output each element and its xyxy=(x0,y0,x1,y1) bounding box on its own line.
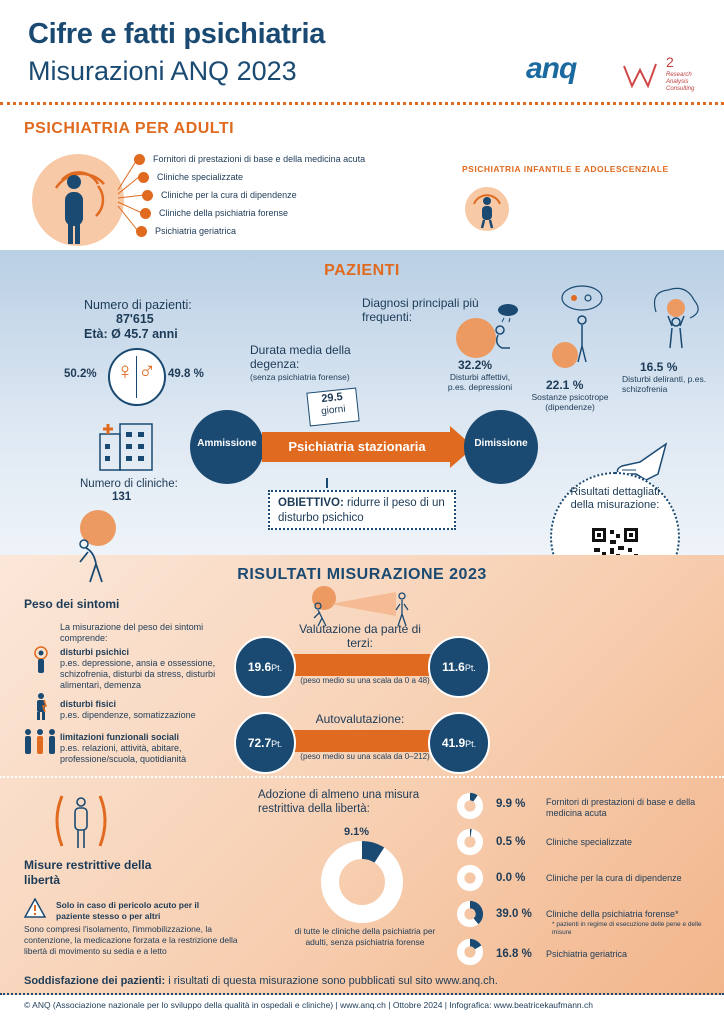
type-pct: 9.9 % xyxy=(496,798,526,810)
type-label: Cliniche per la cura di dipendenze xyxy=(546,873,682,883)
divider-dots xyxy=(0,993,724,995)
admission-circle xyxy=(190,410,264,484)
type-pct: 39.0 % xyxy=(496,908,532,920)
patient-count-value: 87'615 xyxy=(116,312,154,326)
depressed-person-icon xyxy=(484,300,524,356)
list-item xyxy=(456,788,716,824)
list-item xyxy=(456,824,716,860)
divider-dots xyxy=(0,776,724,778)
diagnoses-title: Diagnosi principali più frequenti: xyxy=(362,296,479,324)
gender-circle xyxy=(108,348,166,406)
list-item: Cliniche specializzate xyxy=(138,168,454,186)
stay-value: 29.5 xyxy=(320,390,344,406)
restraint-by-type-list xyxy=(456,788,716,970)
delusion-person-icon xyxy=(646,282,706,352)
restrained-person-icon xyxy=(48,790,114,852)
children-section-title: PSICHIATRIA INFANTILE E ADOLESCENZIALE xyxy=(462,164,669,174)
clinics-label: Numero di cliniche: xyxy=(80,478,178,490)
symptom-group: disturbi psichici p.es. depressione, ansia e ossessione, schizofrenia, disturbi da stress, disturbi alimentari, demenza xyxy=(60,647,216,690)
inpatient-arrow: Psichiatria stazionaria xyxy=(262,432,452,462)
list-item xyxy=(456,860,716,896)
goal-box xyxy=(268,490,456,530)
list-item xyxy=(456,936,716,970)
male-symbol-icon: ♂ xyxy=(138,358,156,385)
third-party-label: Valutazione da parte di terzi: xyxy=(299,622,421,650)
adults-list xyxy=(134,150,454,240)
donut-arc xyxy=(362,850,379,855)
results-section-title: RISULTATI MISURAZIONE 2023 xyxy=(237,566,487,583)
overall-pct: 9.1% xyxy=(344,826,370,838)
forensic-note: * pazienti in regime di esecuzione delle pene e delle misure xyxy=(552,921,702,936)
list-item: Fornitori di prestazioni di base e della medicina acuta xyxy=(134,150,454,168)
diagnosis-label: Sostanze psicotrope (dipendenze) xyxy=(531,392,609,412)
list-item: Cliniche della psichiatria forense xyxy=(140,204,454,222)
male-pct: 49.8 % xyxy=(168,368,204,380)
list-item xyxy=(456,896,716,936)
stay-unit: giorni xyxy=(320,403,347,418)
symptom-group: limitazioni funzionali sociali p.es. relazioni, attività, abitare, professione/scuola, quotidianità xyxy=(60,732,187,764)
type-donut-chart xyxy=(456,792,484,820)
w2-logo-mark: 2 xyxy=(666,54,674,70)
female-pct: 50.2% xyxy=(64,368,97,380)
child-icon xyxy=(462,184,512,234)
gender-divider xyxy=(136,356,137,398)
type-donut-chart xyxy=(456,828,484,856)
bullet-icon xyxy=(138,172,149,183)
symptom-group: disturbi fisici p.es. dipendenze, somatizzazione xyxy=(60,699,196,720)
diagnosis-pct: 22.1 % xyxy=(546,378,584,392)
discharge-label: Dimissione xyxy=(474,438,528,449)
goal-connector xyxy=(326,478,328,488)
goal-bold: OBIETTIVO: xyxy=(278,497,344,509)
third-party-note: (peso medio su una scala da 0 a 48) xyxy=(300,676,430,685)
adults-section-title: PSICHIATRIA PER ADULTI xyxy=(24,120,235,137)
bullet-icon xyxy=(140,208,151,219)
type-pct: 16.8 % xyxy=(496,948,532,960)
warning-icon xyxy=(24,898,46,918)
footer-credits: © ANQ (Associazione nazionale per lo sviluppo della qualità in ospedali e cliniche) | www.anq.ch | Ottobre 2024 | Infografica: www.beatricekaufmann.ch xyxy=(24,1000,594,1010)
symptoms-intro: La misurazione del peso dei sintomi comprende: xyxy=(60,622,204,643)
diagnosis-pct: 16.5 % xyxy=(640,360,678,374)
results-box-label: Risultati dettagliati della misurazione: xyxy=(570,486,660,511)
diagnosis-label: Disturbi affettivi, p.es. depressioni xyxy=(447,372,513,392)
restraint-warning: Solo in caso di pericolo acuto per il paziente stesso o per altri xyxy=(56,900,200,921)
third-party-start: 19.6Pt. xyxy=(234,636,296,698)
physical-icon xyxy=(32,692,50,720)
restraint-title: Misure restrittive della libertà xyxy=(24,858,152,887)
list-item: Psichiatria geriatrica xyxy=(136,222,454,240)
divider-dots xyxy=(0,102,724,105)
substance-person-icon xyxy=(552,282,612,372)
admission-label: Ammissione xyxy=(197,438,257,449)
discharge-circle xyxy=(464,410,538,484)
psychic-icon xyxy=(32,646,50,674)
patients-section-title: PAZIENTI xyxy=(324,262,400,279)
type-donut-chart xyxy=(456,864,484,892)
diagnosis-pct: 32.2% xyxy=(458,358,493,372)
self-label: Autovalutazione: xyxy=(315,712,405,726)
patient-age: Età: Ø 45.7 anni xyxy=(84,327,178,341)
overall-note: di tutte le cliniche della psichiatria per adulti, senza psichiatria forense xyxy=(294,926,436,947)
restraint-description: Sono compresi l'isolamento, l'immobilizzazione, la contenzione, la medicazione forzata e la restrizione della libertà di movimento su sedia e a letto xyxy=(24,924,238,956)
clinics-value: 131 xyxy=(112,491,132,503)
bullet-icon xyxy=(134,154,145,165)
diagnosis-label: Disturbi deliranti, p.es. schizofrenia xyxy=(622,374,707,394)
overall-donut-chart xyxy=(320,840,404,924)
patient-count-label: Numero di pazienti: xyxy=(84,298,192,312)
type-donut-chart xyxy=(456,938,484,966)
type-label: Fornitori di prestazioni di base e della medicina acuta xyxy=(546,797,696,818)
hospital-icon xyxy=(96,420,156,472)
third-party-end: 11.6Pt. xyxy=(428,636,490,698)
type-pct: 0.5 % xyxy=(496,836,526,848)
type-label: Cliniche specializzate xyxy=(546,837,633,847)
bullet-icon xyxy=(136,226,147,237)
symptoms-title: Peso dei sintomi xyxy=(24,597,120,611)
self-note: (peso medio su una scala da 0–212) xyxy=(300,752,430,761)
social-icon xyxy=(22,728,58,756)
stay-label: Durata media della degenza: xyxy=(250,343,351,371)
stay-note: (senza psichiatria forense) xyxy=(250,372,350,382)
type-label: Psichiatria geriatrica xyxy=(546,949,628,959)
satisfaction-line: Soddisfazione dei pazienti: i risultati di questa misurazione sono pubblicati sul sito www.anq.ch. xyxy=(24,975,498,987)
type-donut-chart xyxy=(456,900,484,928)
type-label: Cliniche della psichiatria forense* xyxy=(546,909,679,919)
female-symbol-icon: ♀ xyxy=(116,358,134,385)
page-subtitle: Misurazioni ANQ 2023 xyxy=(28,56,297,86)
self-end: 41.9Pt. xyxy=(428,712,490,774)
self-start: 72.7Pt. xyxy=(234,712,296,774)
anq-logo: anq xyxy=(526,52,577,85)
list-item: Cliniche per la cura di dipendenze xyxy=(142,186,454,204)
calendar-icon xyxy=(306,387,359,426)
goal-text: ridurre il peso di un disturbo psichico xyxy=(278,497,445,524)
page-title: Cifre e fatti psichiatria xyxy=(28,18,326,50)
w2-logo-text: Research Analysis Consulting xyxy=(666,72,695,92)
bullet-icon xyxy=(142,190,153,201)
donut-track xyxy=(330,850,394,914)
adoption-title: Adozione di almeno una misura restrittiva della libertà: xyxy=(258,789,420,815)
type-pct: 0.0 % xyxy=(496,872,526,884)
